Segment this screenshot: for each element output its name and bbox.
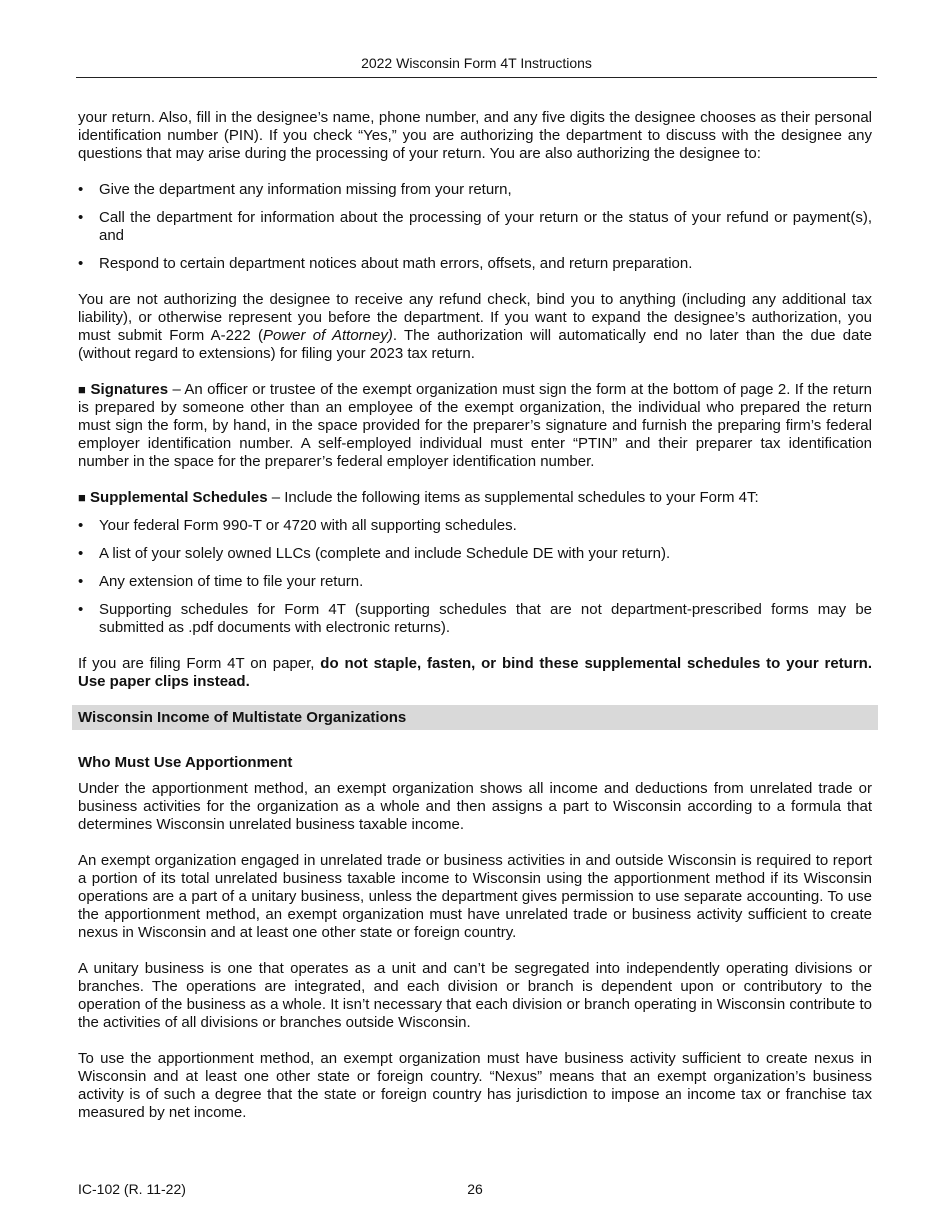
- bullet-icon: •: [78, 601, 84, 618]
- page-content: [78, 109, 872, 1140]
- signatures-paragraph: ■ Signatures – An officer or trustee of the exempt organization must sign the form at the bottom of page 2. If the return is prepared by someone other than an employee of the exempt organization, the individual who prepared the return must sign the form, by hand, in the space provided for the preparer’s signature and furnish the preparing firm’s federal employer identification number. A self-employed individual must enter “PTIN” and their preparer tax identification number in the space for the preparer’s federal employer identification number.: [78, 381, 872, 470]
- list-item: • Give the department any information missing from your return,: [78, 181, 512, 198]
- list-item: • Respond to certain department notices about math errors, offsets, and return preparation.: [78, 255, 693, 272]
- supplemental-schedules-list: [78, 517, 872, 637]
- supplemental-schedules-paragraph: ■ Supplemental Schedules – Include the following items as supplemental schedules to your Form 4T:: [78, 489, 759, 506]
- bullet-icon: •: [78, 181, 84, 198]
- bullet-icon: •: [78, 573, 84, 590]
- square-bullet-icon: ■: [78, 382, 87, 397]
- paper-filing-paragraph: If you are filing Form 4T on paper, do not staple, fasten, or bind these supplemental schedules to your return. Use paper clips instead.: [78, 655, 872, 690]
- square-bullet-icon: ■: [78, 490, 86, 505]
- apportionment-paragraph: A unitary business is one that operates as a unit and can’t be segregated into independently operating divisions or branches. The operations are integrated, and each division or branch is dependent upon or contributory to the operation of the business as a whole. It isn’t necessary that each division or branch operating in Wisconsin contribute to the activities of all divisions or branches outside Wisconsin.: [78, 960, 872, 1031]
- list-item: • Supporting schedules for Form 4T (supporting schedules that are not department-prescribed forms may be submitted as .pdf documents with electronic returns).: [78, 601, 872, 636]
- list-item: • Your federal Form 990-T or 4720 with all supporting schedules.: [78, 517, 517, 534]
- apportionment-paragraph: To use the apportionment method, an exempt organization must have business activity sufficient to create nexus in Wisconsin and at least one other state or foreign country. “Nexus” means that an exempt organization’s business activity is of such a degree that the state or foreign country has jurisdiction to impose an income tax or franchise tax measured by net income.: [78, 1050, 872, 1121]
- supplemental-heading: Supplemental Schedules: [90, 489, 268, 506]
- intro-paragraph: your return. Also, fill in the designee’s name, phone number, and any five digits the designee chooses as their personal identification number (PIN). If you check “Yes,” you are authorizing the department to discuss with the designee any questions that may arise during the processing of your return. You are also authorizing the designee to:: [78, 109, 872, 162]
- page-number: 26: [467, 1181, 483, 1197]
- apportionment-paragraph: Under the apportionment method, an exempt organization shows all income and deductions from unrelated trade or business activities for the organization as a whole and then assigns a part to Wisconsin according to a formula that determines Wisconsin unrelated business taxable income.: [78, 780, 872, 833]
- page-header: 2022 Wisconsin Form 4T Instructions: [76, 55, 877, 78]
- section-title: Wisconsin Income of Multistate Organizations: [72, 705, 878, 730]
- list-item: • Any extension of time to file your return.: [78, 573, 364, 590]
- form-id: IC-102 (R. 11-22): [78, 1181, 186, 1197]
- bullet-icon: •: [78, 545, 84, 562]
- list-item: • Call the department for information about the processing of your return or the status of your refund or payment(s), and: [78, 209, 872, 244]
- signatures-heading: Signatures: [90, 381, 169, 398]
- subsection-title: Who Must Use Apportionment: [78, 754, 293, 771]
- apportionment-paragraph: An exempt organization engaged in unrelated trade or business activities in and outside Wisconsin is required to report a portion of its total unrelated business taxable income to Wisconsin using the apportionment method if its Wisconsin operations are a part of a unitary business, unless the department gives permission to use separate accounting. To use the apportionment method, an exempt organization must have unrelated trade or business activity sufficient to create nexus in Wisconsin and at least one other state or foreign country.: [78, 852, 872, 941]
- designee-authorization-list: [78, 181, 872, 273]
- list-item: • A list of your solely owned LLCs (complete and include Schedule DE with your return).: [78, 545, 671, 562]
- bullet-icon: •: [78, 255, 84, 272]
- bullet-icon: •: [78, 517, 84, 534]
- bullet-icon: •: [78, 209, 84, 226]
- not-authorizing-paragraph: You are not authorizing the designee to receive any refund check, bind you to anything (including any additional tax liability), or otherwise represent you before the department. If you want to expand the designee’s authorization, you must submit Form A-222 (Power of Attorney). The authorization will automatically end no later than the due date (without regard to extensions) for filing your 2023 tax return.: [78, 291, 872, 362]
